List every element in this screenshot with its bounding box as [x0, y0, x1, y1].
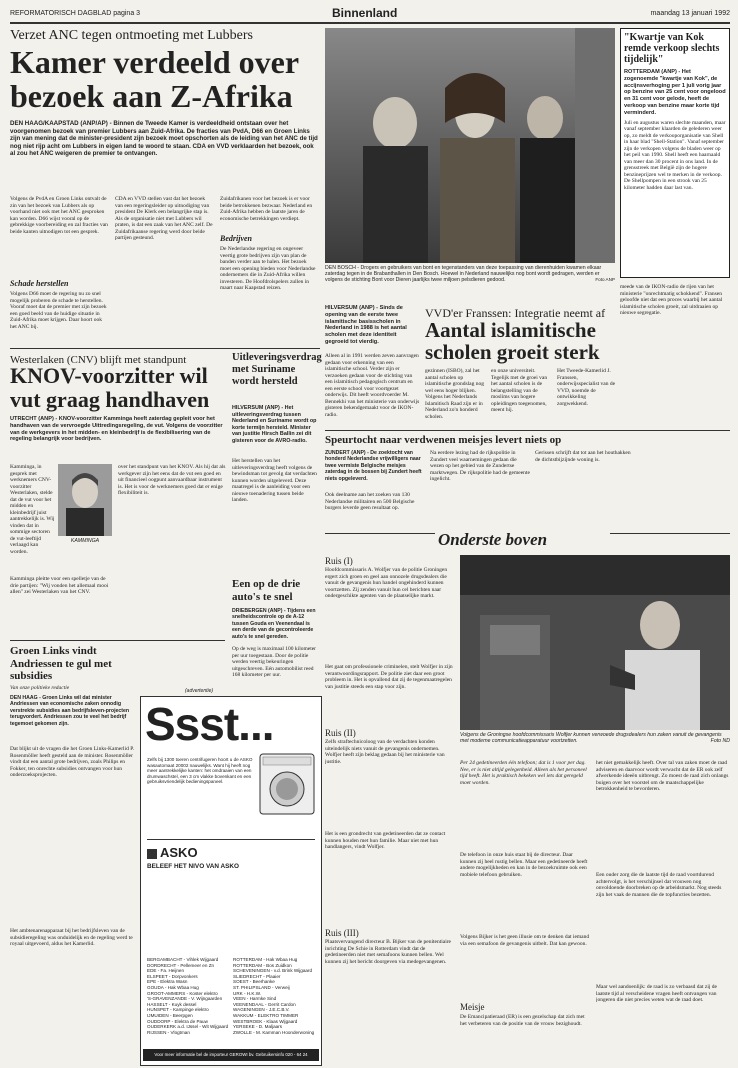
ad-dealer-left-2: EDE - Fa. Heijnen [147, 968, 185, 974]
ad-dealer-right-1: ROTTERDAM - Bos Zuidkon [233, 962, 292, 968]
ad-dealer-left-11: OUDDORP - Elektra de Pauw [147, 1018, 208, 1024]
ad-dealer-right-2: SCHEVENINGEN - v.d. Brink Wijgaard [233, 968, 313, 974]
groenlinks-kicker: Van onze politieke redactie [10, 685, 70, 691]
onderste-col2-body: Per 24 gedetineerden één telefoon; dat is 1 voor per dag. Nee, er is niet altijd gelegenheid. Alleen als het personeel tijd heeft. Het is praktisch bekeken wel iets dat geregeld moet worden. [460, 760, 587, 786]
ruis-3-body: Plaatsvervangend directeur B. Bijker van de penitentiaire inrichting De Schie in Rotterdam vindt dat de gedetineerden niet met semafoons kunnen bellen. Wel kunnen zij het bericht doorgeven via medegevangenen. [325, 939, 451, 965]
rule-knov-bottom [10, 640, 225, 641]
meisje-heading: Meisje [460, 1002, 485, 1012]
rule-onderste-left [325, 533, 435, 534]
ad-blurb: Zelfs bij 1300 toeren centrifugeren hoort u de ASKO wasautomaat 20002 nauwelijks. Want hij heeft nog meer aantrekkelijke kanten: het omdraaien van een drumwaschstel, een 3 cm vlakke bovenkant en een gebruiksvriendelijk bedieningspaneel. [147, 757, 253, 785]
onderste-col2-body-2: De telefoon in onze huis staat bij de directeur. Daar kunnen zij heel rustig bellen. Maar een gedetineerde heeft andere mogelijkheden en kan in de bezoekruimte ook een mobiele telefoon gebruiken. [460, 852, 588, 878]
ad-slogan: BELEEF HET NIVO VAN ASKO [147, 863, 239, 870]
knov-lead: UTRECHT (ANP) - KNOV-voorzitter Kamminga heeft zaterdag gepleit voor het handhaven van de vervroegde Uittredingsregeling, de vut. Volgens de voorzitter van de werkgevers in het midden- en kleinbedrijf is de flexibilisering van de regeling belangrijk voor bedrijven. [10, 416, 223, 443]
ad-dealer-left-13: RIJSSEN - Vlogtman [147, 1029, 190, 1035]
ruis-3-heading: Ruis (III) [325, 928, 359, 938]
ad-dealer-right-8: VEENENDAAL - Gerrit Cardon [233, 1001, 296, 1007]
knov-body-1b: Kamminga pleitte voor een spelletje van de drie partijen: "Wij vonden het allemaal mooi allen" zei Westerlaken van het CNV. [10, 576, 109, 595]
hilversum-lead: HILVERSUM (ANP) - Sinds de opening van de eerste twee islamitische basisscholen in Nederland in 1988 is het aantal scholen met deze identiteit gegroeid tot vierdig. [325, 305, 407, 345]
rule-vvd-bottom [325, 430, 730, 431]
ruis-2-heading: Ruis (II) [325, 728, 356, 738]
telephone-photo-graphic [460, 555, 730, 730]
vvd-headline-2: scholen groeit sterk [425, 340, 600, 364]
onderste-col2-body-3: Volgens Bijker is het geen illusie om te denken dat iemand via een semafoon de gevangenis uitbelt. Dat kan gewoon. [460, 934, 590, 947]
ad-dealer-right-10: WAKKUM - ELEKTRO TIMMER [233, 1012, 299, 1018]
anc-body-col2 [115, 196, 213, 344]
kamminga-photo [58, 464, 112, 536]
onderste-col3-body: het niet gemakkelijk heeft. Over tal van zaken moet de raad adviseren en daarvoor wordt verwacht dat de ER ook zelf afwerkende ideeën uitbrengt. Zo moest de raad zich onlangs buigen over het voorstel om de maatschappelijke betrokkenheid te bevorderen. [596, 760, 729, 792]
onderste-col3-body-3: Maar wel aandoenlijk: de raad is zo verbaasd dat zij de laatste tijd al verscheidene vragen heeft ontvangen van jongeren die niet precies weten wat de raad doet. [596, 984, 717, 1003]
ad-dealer-left-7: 'S-GRAVENZANDE - V. Wijngaarden [147, 996, 223, 1002]
anc-headline-2: bezoek aan Z-Afrika [10, 78, 293, 114]
bont-caption-text: DEN BOSCH - Drogers en gebruikers van bont en tegenstanders van deze toepassing van dierenhuiden kwamen elkaar zaterdag tegen in de Brabanthallen in Den Bosch. Hoewel in Nederland nauwelijks nog bont wordt gedragen, werden er volgens de stichting Bont voor Dieren jaarlijks twee miljoen pelsdieren gedood. [325, 265, 602, 284]
ad-dealer-left-12: OUDERKERK a.d. IJssel - Wit Wijgaard [147, 1024, 229, 1030]
anc-body-col1 [10, 196, 108, 276]
kwartje-headline: "Kwartje van Kok remde verkoop slechts tijdelijk" [624, 32, 720, 65]
kwartje-box [620, 28, 730, 278]
speurtocht-headline: Speurtocht naar verdwenen meisjes levert niets op [325, 434, 562, 446]
ruis-2-body: Zelfs straftechnicoloog van de verdachten konden uiteindelijk niets vanuit de gevangenis ondernemen. Wolfjer heeft zijn beklag gedaan bij het ministerie van justitie. [325, 739, 445, 765]
ad-dealer-left-5: GOUDA - Hak Wbaa Hug [147, 984, 199, 990]
meisje-body: De Emancipatieraad (ER) is een gezelschap dat zich met het verbeteren van de positie van de vrouw bezighoudt. [460, 1014, 585, 1027]
knov-kicker: Westerlaken (CNV) blijft met standpunt [10, 354, 187, 366]
hilversum-body: Alleen al in 1991 werden zeven aanvragen gedaan voor erkenning van een islamitische school. Verder zijn er verzoeken gedaan voor de stichting van een islamitisch pedagogisch centrum en een eerste school voor voortgezet onderwijs. Dit heeft woordvoerder M. Bennekhi van het ministerie van onderwijs gisteren bekendgemaakt voor de IKON-radio. [325, 353, 420, 418]
ruis-1-body: Hoofdcommissaris A. Wolfjer van de politie Groningen ergert zich groen en geel aan onnozele drugsdealers die vanuit de gevangenis hun handel ongehinderd kunnen voortzetten. Zij zenden vanuit hun cel berichten naar ondergeschikte agenten van de plaatselijke markt. [325, 567, 448, 599]
vvd-body-1: gezinnen (ISBO), zal het aantal scholen op islamitische grondslag nog wel eens hoger blijken. Volgens het Nederlands Islamitisch Raad zijn er in Nederland zo'n honderd scholen. [425, 368, 484, 420]
masthead-paper-page: REFORMATORISCH DAGBLAD pagina 3 [10, 10, 141, 17]
onderste-boven-title: Onderste boven [438, 530, 548, 549]
rule-anc-bottom [10, 348, 320, 349]
ad-dealer-left-8: HASSELT - Kuyk dessel [147, 1001, 197, 1007]
anc-body-4: Zuidafrikanen voor het bezoek is er voor beide betrokkenen bezwaar. Nederland en Zuid-Afrika hebben de laatste jaren de economische betrekkingen verdiept. [220, 196, 313, 222]
knov-body-1: Kamminga, in gesprek met werknemers CNV-voorzitter Westerlaken, stelde dat de vut voor het midden en kleinbedrijf juist aantrekkelijk is. Wij vinden dat in sommige sectoren de vut-leeftijd verlaagd kan worden. [10, 464, 55, 555]
groenlinks-body-2: Het ambtenarenapparaat bij het bedrijfsleven van de subsidieregeling was onduidelijk en de regeling werd te royaal uitgevoerd, aldus het Kamerlid. [10, 928, 133, 947]
vvd-body-2: en onze universiteit. Tegelijk met de groei van het aantal scholen is de belangstelling van de moslims van hogere opleidingen toegenomen, meent hij. [491, 368, 548, 413]
bont-photo [325, 28, 615, 263]
telephone-caption-text: Volgens de Groningse hoofdcommissaris Wolfjer kunnen verwoede drugsdealers hun zaken vanuit de gevangenis met moderne communicatieapparatuur voortzetten. [460, 732, 722, 745]
anc-subhead-schade: Schade herstellen [10, 279, 69, 288]
ad-dealer-right-11: WESTBROEK - Klaas Wijgaard [233, 1018, 298, 1024]
suriname-lead: HILVERSUM (ANP) - Het uitleveringsverdrag tussen Nederland en Suriname wordt op korte termijn hersteld. Minister van justitie Hirsch Ballin zei dit gisteren voor de AVRO-radio. [232, 405, 317, 444]
anc-body-col3b [220, 246, 318, 344]
vvd-body-3: Het Tweede-Kamerlid J. Franssen, onderwijsspecialist van de VVD, noemde de ontwikkeling zorgwekkend. [557, 368, 616, 407]
masthead-date: maandag 13 januari 1992 [650, 10, 730, 17]
kwartje-lead: ROTTERDAM (ANP) - Het zogenoemde "kwartje van Kok", de accijnsverhoging per 1 juli vorig jaar op benzine van 25 cent voor ongelood en 31 cent voor gelode, heeft de verkoop van benzine maar korte tijd verminderd. [624, 69, 726, 116]
groenlinks-body: Dat blijkt uit de vragen die het Groen Links-Kamerlid P. Rosenmöller heeft gesteld aan de minister. Rosenmöller vindt dat een aantal grote bedrijven, zoals Philips en Fokker, ten onrechte subsidies ontvangen voor hun onderzoeksprojecten. [10, 746, 135, 778]
ad-dealer-right-7: VEEN - Harmke Sind [233, 996, 277, 1002]
telephone-photo-credit: Foto ND [710, 738, 730, 745]
suriname-headline: Uitleveringsverdrag met Suriname wordt hersteld [232, 352, 322, 387]
ad-dealer-left-1: DORDRECHT - Pellemeer en Zn [147, 962, 215, 968]
groenlinks-headline: Groen Links vindt Andriessen te gul met subsidies [10, 645, 112, 682]
ruis-1-heading: Ruis (I) [325, 556, 353, 566]
ad-dealer-left-6: GROOT-AMMERS - Koster elektro [147, 990, 218, 996]
ad-dealers-left [147, 957, 229, 1047]
ad-dealer-right-9: WAGENINGEN - J.E.C.B.V. [233, 1007, 290, 1013]
kwartje-body-2: meede van de IKON-radio de rijen van het ministerie "onrechtmatig schokkend". Fransen geloofde niet dat een proces waarbij het aantal islamitische scholen groeit, zal uitdraaien op nieuwe segregatie. [620, 284, 723, 316]
ad-dealer-left-9: HUNSPET - Kampinge elektro [147, 1007, 209, 1013]
bont-caption [325, 265, 615, 303]
ad-dealer-left-10: IJMUIDEN - Beerpgen [147, 1012, 193, 1018]
vvd-headline-1: Aantal islamitische [425, 318, 596, 342]
speurtocht-body-3: Gerissen schrijft dat tot aan het houthakken de dichtstbijzijnde woning is. [535, 450, 631, 463]
masthead-section: Binnenland [332, 6, 398, 20]
anc-body-col1b [10, 291, 108, 343]
ad-dealer-right-4: SOEST - Beerhanke [233, 979, 275, 985]
ad-dealer-right-6: URK - H.K.W. [233, 990, 262, 996]
bont-photo-credit: Foto ANP [595, 277, 615, 283]
anc-kicker: Verzet ANC tegen ontmoeting met Lubbers [10, 28, 253, 43]
kwartje-body: Juli en augustus waren slechte maanden, maar vanaf september klaarden de gelederen weer op, zo meldt de verkooporganisatie van Shell in haar blad "Shell-Station". Vanaf september zijn de verkopen volgens de bladen weer op het peil van 1990. Shell heeft een haarnaald van meer dan 30 procent in ons land. In de grensstreek met België zijn de hogere benzineprijzen wel te merken in de verkoop. De Shellpompen in een strook van 25 kilometer hadden daar last van. [624, 119, 726, 191]
speurtocht-lead: ZUNDERT (ANP) - De zoektocht van honderd Nederlandse vrijwilligers naar twee vermiste Belgische meisjes zaterdag in de bossen bij Zundert heeft niets opgeleverd. [325, 450, 422, 482]
anc-body-col3 [220, 196, 318, 232]
ad-dealer-right-5: ST. PHILIPSLAND - Verweij [233, 984, 290, 990]
ad-dealer-left-4: EPE - Elektra Wasn [147, 979, 188, 985]
groenlinks-lead: DEN HAAG - Groen Links wil dat minister Andriessen van economische zaken onnodig verstrekte subsidies aan bedrijfsleven-projecten terugvordert. Andriessen zou te veel het bedrijf tegemoet gekomen zijn. [10, 695, 130, 727]
anc-subhead-bedrijven: Bedrijven [220, 234, 252, 243]
telephone-caption [460, 732, 730, 756]
anc-body-5: De Nederlandse regering en ongeveer veertig grote bedrijven zijn van plan de banden verder aan te halen. Het bezoek moet een opening bieden voor Nederlandse ondernemers die in Zuid-Afrika willen investeren. De Hoofdrolspelers zullen in maart naar Kaapstad reizen. [220, 246, 316, 291]
autos-headline: Een op de drie auto's te snel [232, 578, 301, 603]
knov-headline-2: vut graag handhaven [10, 387, 210, 412]
speurtocht-body-1: Ook deelname aan het zoeken van 130 Nederlandse militairen en 500 Belgische burgers leverde geen resultaat op. [325, 492, 415, 511]
suriname-body: Het herstellen van het uitleveringsverdrag heeft volgens de bewindsman tot gevolg dat verdachten kunnen worden uitgeleverd. Deze maatregel is de aanleiding voor een nieuwe toenadering tussen beide landen. [232, 458, 317, 503]
anc-headline-1: Kamer verdeeld over [10, 44, 300, 80]
ad-dealer-left-3: ELSPEET - Dorpvonkers [147, 973, 198, 979]
ad-ssst: Ssst... [145, 698, 274, 750]
kamminga-caption: KAMMINGA [70, 538, 100, 544]
ad-label: (advertentie) [185, 688, 214, 694]
speurtocht-body-2: Na eerdere lezing had de rijkspolitie in Zundert veel waarnemingen gedaan die wezen op het gebied van de Zundertse marktwegen. De rijkspolitie had de gemeente ingelicht. [430, 450, 530, 482]
ruis-1-body-2: Het gaat om professionele criminelen, stelt Wolfjer in zijn verantwoordingsrapport. De politie ziet daar een groot probleem in. Het is opvallend dat zij de tegenmaatregelen van justitie steeds een stap voor zijn. [325, 664, 453, 690]
ad-dealer-right-12: YERSEKE - D. Maljaars [233, 1024, 283, 1030]
knov-headline-1: KNOV-voorzitter wil [10, 363, 208, 388]
anc-body-1: Volgens de PvdA en Groen Links ontvalt de zin van het bezoek van Lubbers als op voorhand niet ook met het ANC gesproken kan worden. D66 wijst vooral op de gebrekkige voorbereiding en zal fracties van beide kanten uitnodigen tot een gesprek. [10, 196, 108, 235]
washing-machine-icon [259, 753, 315, 815]
anc-body-2: Volgens D66 moet de regering nu zo snel mogelijk proberen de schade te herstellen. Vooraf moet dat de premier met zijn bezoek een goed beeld van de huidige situatie in Zuid-Afrika moet krijgen. Daar hoort ook het ANC bij. [10, 291, 107, 330]
autos-body: Op de weg is maximaal 100 kilometer per uur toegestaan. Door de politie werden veertig bekeuringen uitgeschreven. Eén automobilist reed 168 kilometer per uur. [232, 646, 317, 678]
ad-brand-text: ASKO [160, 845, 198, 860]
ad-brand [147, 845, 198, 860]
ruis-2-body-2: Het is een grondrecht van gedetineerden dat ze contact kunnen houden met hun familie. Maar niet met hun handlangers, vindt Wolfjer. [325, 831, 446, 850]
vvd-kicker: VVD'er Franssen: Integratie neemt af [425, 306, 606, 320]
telephone-photo [460, 555, 730, 730]
anc-body-3: CDA en VVD stellen vast dat het bezoek van een regeringsleider op uitnodiging van president De Klerk een belangrijke stap is. Als de organisatie niet met Lubbers wil praten, is dat een zaak van het ANC zelf. De Zuidafrikaanse regering werd door beide partijen gesteund. [115, 196, 213, 241]
onderste-col3-body-2: Een ouder zorg die de laatste tijd de raad voortdurend achtervolgt, is het verschijnsel dat vrouwen nog onvoldoende doorbreken op de arbeidsmarkt. Nog steeds zijn het vaak de mannen die de topfuncties bezetten. [596, 872, 722, 898]
ad-divider [147, 839, 315, 840]
autos-lead: DRIEBERGEN (ANP) - Tijdens een snelheidscontrole op de A-12 tussen Gouda en Veenendaal is een derde van de gecontroleerde auto's te snel gereden. [232, 608, 316, 640]
asko-advertisement[interactable] [140, 696, 322, 1066]
ad-footer: Voor meer informatie bel de importeur GEROWI bv. Gebruikersinfo 020 - 64 24 [143, 1049, 319, 1061]
ad-dealer-right-0: ROTTERDAM - Hak Wbaa Hug [233, 957, 298, 962]
kamminga-portrait-graphic [58, 464, 112, 536]
ad-dealers-right [233, 957, 317, 1047]
rule-onderste-right [610, 533, 730, 534]
ad-dealer-right-3: SLIEDRECHT - Plaaier [233, 973, 281, 979]
knov-body-2: over het standpunt van het KNOV. Als hij dat als werkgever zijn het eens dat de vut een goed en uit financieel oogpunt aanvaardbaar instrument is. Het is voor de werknemers goed dat er enige flexibiliteit is. [118, 464, 226, 496]
asko-logo-icon [147, 849, 157, 859]
bont-photo-graphic [325, 28, 615, 263]
ad-dealer-left-0: BERGAMBACHT - Vihlek Wijgaard [147, 957, 219, 962]
ad-dealer-right-13: ZWOLLE - M. Kamman Hoonderwoning [233, 1029, 315, 1035]
anc-lead: DEN HAAG/KAAPSTAD (ANP/AP) - Binnen de Tweede Kamer is verdeeldheid ontstaan over het voorgenomen bezoek van premier Lubbers aan Zuid-Afrika. De fracties van PvdA, D66 en Groen Links zijn van mening dat de minister-president zijn bezoek moet opschorten als de leiding van het ANC de tijd nog niet rijp acht om Lubbers in eigen land te woord te staan. CDA en VVD verklaarden het bezoek, ook al zou het ANC weigeren de premier te ontvangen. [10, 120, 318, 158]
masthead [10, 6, 730, 24]
